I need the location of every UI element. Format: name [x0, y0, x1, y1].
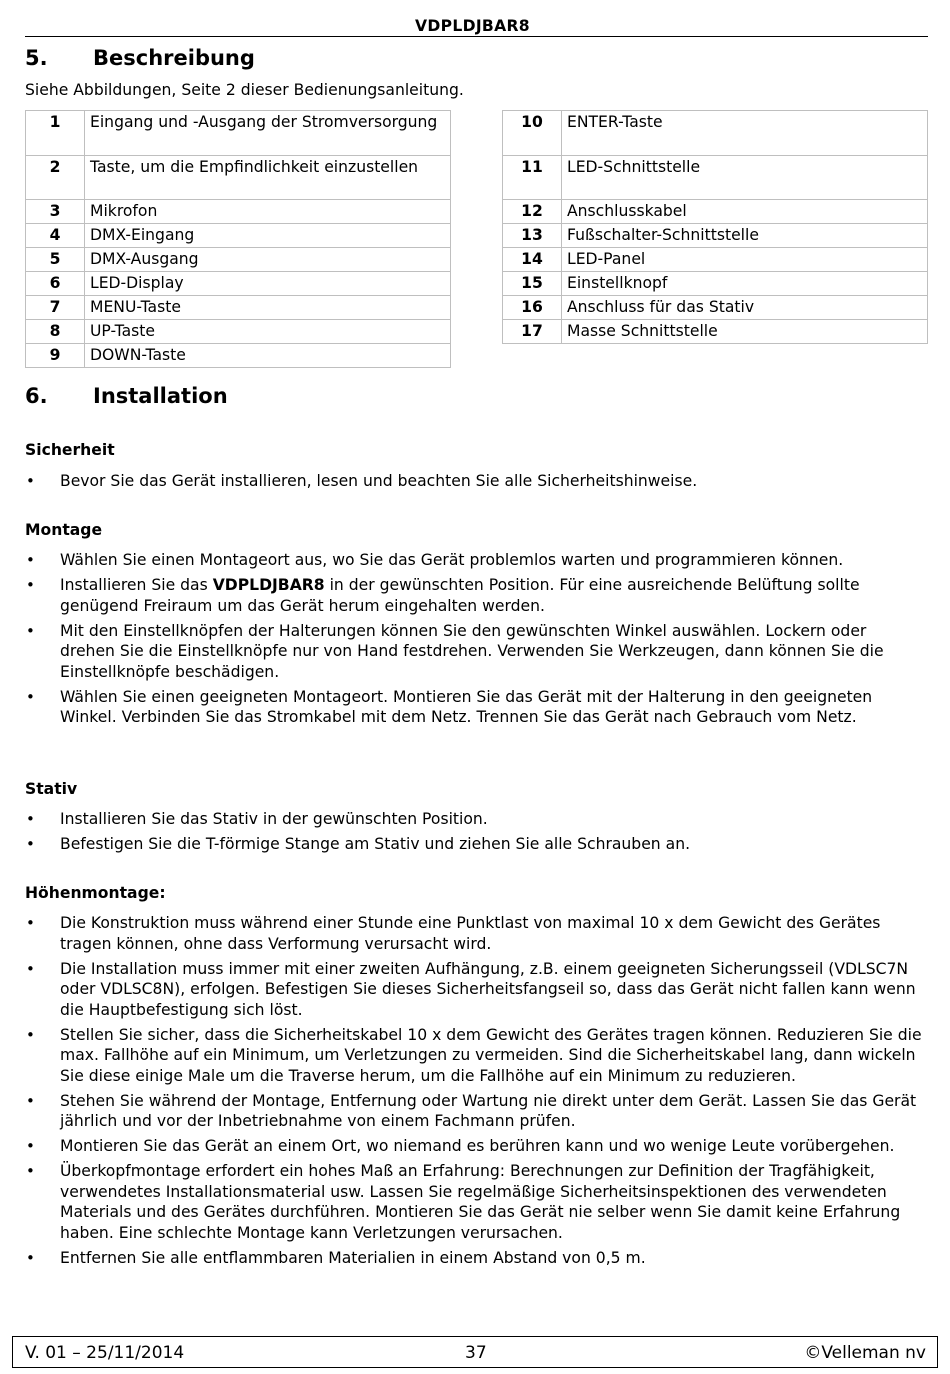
list-item-text: Installieren Sie das — [60, 576, 213, 594]
list-item-text: Bevor Sie das Gerät installieren, lesen und beachten Sie alle Sicherheitshinweise. — [60, 472, 698, 490]
page-footer — [12, 1336, 938, 1368]
list-item — [25, 1161, 925, 1243]
section-5-number: 5. — [25, 46, 48, 70]
part-label: Mikrofon — [85, 200, 451, 224]
parts-table-left — [25, 110, 451, 368]
part-number: 6 — [26, 272, 85, 296]
table-row — [26, 224, 451, 248]
bullet-icon: • — [26, 621, 35, 640]
part-number: 12 — [503, 200, 562, 224]
hoehenmontage-list — [25, 913, 925, 1273]
table-row — [26, 320, 451, 344]
part-number: 14 — [503, 248, 562, 272]
part-number: 15 — [503, 272, 562, 296]
part-number: 10 — [503, 111, 562, 156]
part-label: LED-Schnittstelle — [562, 156, 928, 200]
part-label: Anschluss für das Stativ — [562, 296, 928, 320]
page-header — [25, 14, 928, 37]
part-label: Eingang und -Ausgang der Stromversorgung — [85, 111, 451, 156]
list-item-text: Wählen Sie einen geeigneten Montageort. Montieren Sie das Gerät mit der Halterung in den geeigneten Winkel. Verbinden Sie das Stromkabel mit dem Netz. Trennen Sie das Gerät nach Gebrauch vom Netz. — [60, 687, 873, 726]
list-item-text: Die Konstruktion muss während einer Stunde eine Punktlast von maximal 10 x dem Gewicht des Gerätes tragen können, ohne dass Verformung verursacht wird. — [60, 914, 881, 953]
list-item — [25, 621, 925, 683]
part-number: 3 — [26, 200, 85, 224]
list-item-text: Stellen Sie sicher, dass die Sicherheitskabel 10 x dem Gewicht des Gerätes tragen können. Reduzieren Sie die max. Fallhöhe auf ein Minimum, um Verletzungen zu vermeiden. Sind die Sicherheitskabel lang, dann wickeln Sie diese einige Male um die Traverse herum, um die Fallhöhe auf ein Minimum zu reduzieren. — [60, 1025, 922, 1085]
part-label: LED-Display — [85, 272, 451, 296]
montage-list — [25, 550, 925, 732]
part-label: Anschlusskabel — [562, 200, 928, 224]
list-item — [25, 959, 925, 1021]
list-item — [25, 575, 925, 616]
list-item — [25, 471, 925, 492]
part-number: 13 — [503, 224, 562, 248]
table-row — [503, 296, 928, 320]
montage-heading: Montage — [25, 521, 103, 539]
list-item-text: Stehen Sie während der Montage, Entfernung oder Wartung nie direkt unter dem Gerät. Lassen Sie das Gerät jährlich und vor der Inbetriebnahme von einem Fachmann prüfen. — [60, 1091, 917, 1130]
table-row — [503, 224, 928, 248]
part-number: 8 — [26, 320, 85, 344]
table-row — [26, 248, 451, 272]
bullet-icon: • — [26, 1162, 35, 1180]
bullet-icon: • — [26, 1091, 35, 1110]
table-row — [503, 248, 928, 272]
bullet-icon: • — [26, 1137, 35, 1155]
bullet-icon: • — [26, 472, 35, 490]
list-item — [25, 913, 925, 954]
table-row — [503, 200, 928, 224]
list-item — [25, 1091, 925, 1132]
part-label: Fußschalter-Schnittstelle — [562, 224, 928, 248]
list-item — [25, 1025, 925, 1087]
part-number: 4 — [26, 224, 85, 248]
page-number: 37 — [465, 1343, 487, 1363]
part-label: LED-Panel — [562, 248, 928, 272]
part-number: 2 — [26, 156, 85, 200]
part-number: 9 — [26, 344, 85, 368]
section-5-title: Beschreibung — [93, 46, 255, 70]
list-item — [25, 687, 925, 728]
part-label: Taste, um die Empfindlichkeit einzustellen — [85, 156, 451, 200]
part-number: 16 — [503, 296, 562, 320]
table-row — [26, 344, 451, 368]
list-item-text: Montieren Sie das Gerät an einem Ort, wo niemand es berühren kann und wo wenige Leute vorübergehen. — [60, 1137, 895, 1155]
sicherheit-heading: Sicherheit — [25, 441, 115, 459]
list-item — [25, 834, 925, 855]
list-item-text: Mit den Einstellknöpfen der Halterungen können Sie den gewünschten Winkel auswählen. Lockern oder drehen Sie die Einstellknöpfe nur von Hand festdrehen. Verwenden Sie Werkzeugen, dann können Sie die Einstellknöpfe beschädigen. — [60, 621, 884, 681]
bullet-icon: • — [26, 576, 35, 594]
stativ-heading: Stativ — [25, 780, 78, 798]
list-item-text: in der gewünschten Position. Für eine ausreichende Belüftung sollte genügend Freiraum um das Gerät herum eingehalten werden. — [60, 576, 860, 615]
table-row — [503, 272, 928, 296]
table-row — [503, 320, 928, 344]
part-label: DMX-Ausgang — [85, 248, 451, 272]
list-item — [25, 1136, 925, 1157]
bullet-icon: • — [26, 810, 35, 828]
part-label: Einstellknopf — [562, 272, 928, 296]
list-item-text: Installieren Sie das Stativ in der gewünschten Position. — [60, 810, 488, 828]
list-item — [25, 1248, 925, 1269]
table-row — [26, 111, 451, 156]
section-5-intro: Siehe Abbildungen, Seite 2 dieser Bedienungsanleitung. — [25, 81, 464, 99]
bullet-icon: • — [26, 1025, 35, 1044]
part-label: UP-Taste — [85, 320, 451, 344]
list-item — [25, 550, 925, 571]
part-number: 17 — [503, 320, 562, 344]
section-6-title: Installation — [93, 384, 228, 408]
bullet-icon: • — [26, 959, 35, 978]
version-date: V. 01 – 25/11/2014 — [25, 1343, 185, 1363]
list-item-text: Entfernen Sie alle entflammbaren Materialien in einem Abstand von 0,5 m. — [60, 1248, 646, 1267]
section-6-number: 6. — [25, 384, 48, 408]
stativ-list — [25, 809, 925, 859]
list-item-text: Die Installation muss immer mit einer zweiten Aufhängung, z.B. einem geeigneten Sicherungsseil (VDLSC7N oder VDLSC8N), erfolgen. Befestigen Sie dieses Sicherheitsfangseil so, dass das Gerät nicht fallen kann wenn die Hauptbefestigung sich löst. — [60, 959, 916, 1019]
bullet-icon: • — [26, 1248, 35, 1267]
table-row — [26, 156, 451, 200]
part-number: 11 — [503, 156, 562, 200]
table-row — [503, 111, 928, 156]
table-row — [26, 200, 451, 224]
section-5-heading — [25, 46, 255, 70]
part-number: 5 — [26, 248, 85, 272]
part-number: 1 — [26, 111, 85, 156]
hoehenmontage-heading: Höhenmontage: — [25, 884, 166, 902]
bullet-icon: • — [26, 551, 35, 569]
part-label: DOWN-Taste — [85, 344, 451, 368]
table-row — [503, 156, 928, 200]
list-item — [25, 809, 925, 830]
table-row — [26, 296, 451, 320]
part-label: ENTER-Taste — [562, 111, 928, 156]
list-item-text: Befestigen Sie die T-förmige Stange am Stativ und ziehen Sie alle Schrauben an. — [60, 835, 691, 853]
bullet-icon: • — [26, 914, 35, 932]
list-item-text: Wählen Sie einen Montageort aus, wo Sie das Gerät problemlos warten und programmieren können. — [60, 551, 844, 569]
document-code: VDPLDJBAR8 — [415, 17, 530, 35]
bullet-icon: • — [26, 687, 35, 706]
part-label: MENU-Taste — [85, 296, 451, 320]
bullet-icon: • — [26, 835, 35, 853]
sicherheit-list — [25, 471, 925, 496]
product-code: VDPLDJBAR8 — [212, 576, 325, 594]
table-row — [26, 272, 451, 296]
part-number: 7 — [26, 296, 85, 320]
part-label: Masse Schnittstelle — [562, 320, 928, 344]
part-label: DMX-Eingang — [85, 224, 451, 248]
list-item-text: Überkopfmontage erfordert ein hohes Maß an Erfahrung: Berechnungen zur Definition der Tragfähigkeit, verwendetes Installationsmaterial usw. Lassen Sie regelmäßige Sicherheitsinspektionen des verwendeten Materials und des Gerätes durchführen. Montieren Sie das Gerät nie selber wenn Sie damit keine Erfahrung haben. Eine schlechte Montage kann Verletzungen verursachen. — [60, 1162, 901, 1242]
parts-table-right — [502, 110, 928, 344]
copyright: ©Velleman nv — [804, 1343, 926, 1363]
section-6-heading — [25, 384, 228, 408]
